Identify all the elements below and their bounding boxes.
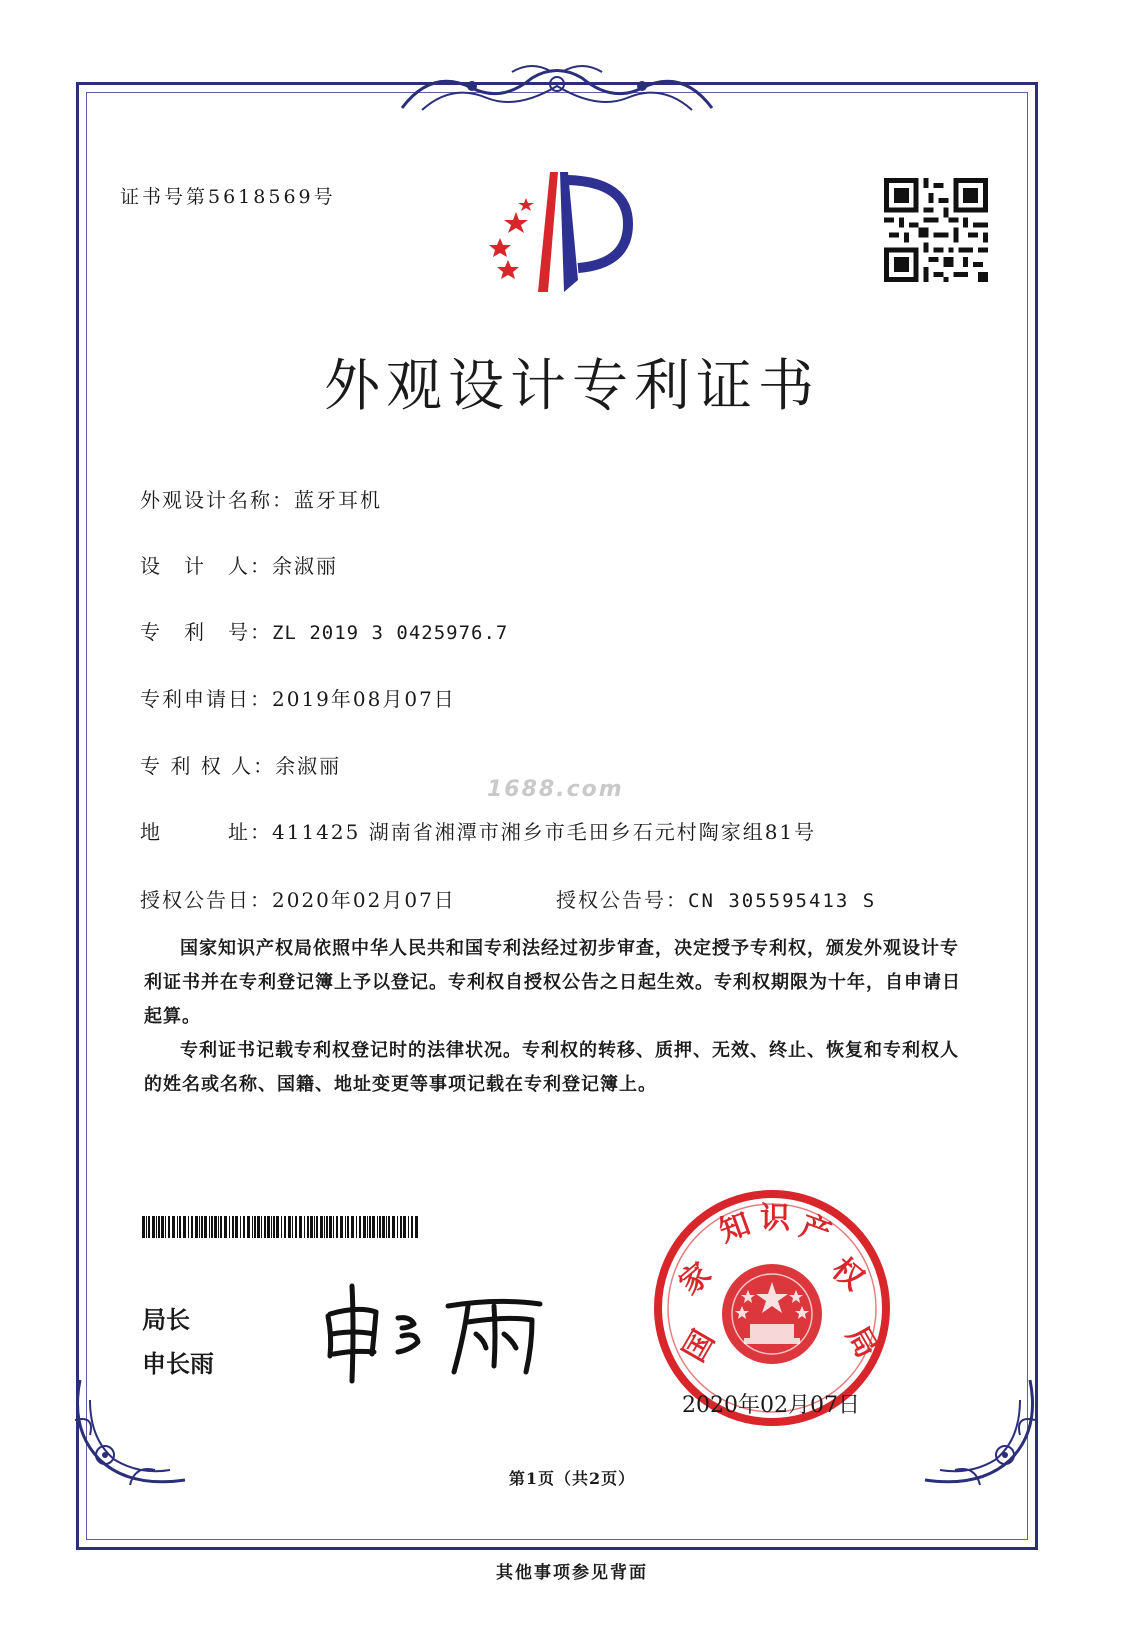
svg-text:产: 产: [795, 1208, 836, 1252]
cnipa-logo-icon: [478, 168, 638, 298]
design-name-label: 外观设计名称：: [140, 488, 294, 512]
svg-text:局: 局: [839, 1320, 885, 1364]
svg-text:家: 家: [672, 1256, 719, 1303]
grant-date-row: [140, 884, 456, 913]
design-name-value: 蓝牙耳机: [294, 488, 382, 512]
svg-text:知: 知: [714, 1206, 755, 1250]
grant-number-row: [556, 884, 876, 913]
director-title: 局长: [142, 1306, 190, 1334]
designer-label: 设 计 人：: [140, 554, 272, 578]
qr-code-icon: [884, 178, 988, 282]
design-name-row: [140, 484, 382, 513]
director-name: 申长雨: [142, 1350, 214, 1378]
patentee-row: [140, 750, 341, 779]
patentee-label: 专 利 权 人：: [140, 754, 276, 778]
grant-date-label: 授权公告日：: [140, 888, 272, 912]
seal-date: 2020年02月07日: [682, 1393, 860, 1418]
application-date-row: [140, 683, 456, 712]
legal-paragraph-1: 国家知识产权局依照中华人民共和国专利法经过初步审查，决定授予专利权，颁发外观设计专利证书并在专利登记簿上予以登记。专利权自授权公告之日起生效。专利权期限为十年，自申请日起算。: [144, 938, 961, 1027]
page-number: 第1页（共2页）: [508, 1469, 636, 1488]
svg-text:权: 权: [824, 1251, 871, 1298]
svg-text:识: 识: [760, 1201, 790, 1236]
footer-note: 其他事项参见背面: [496, 1563, 648, 1583]
designer-value: 余淑丽: [272, 554, 338, 578]
grant-number-value: CN 305595413 S: [688, 890, 877, 912]
address-label: 地 址：: [140, 820, 272, 844]
barcode-icon: [142, 1216, 420, 1238]
legal-paragraph-2: 专利证书记载专利权登记时的法律状况。专利权的转移、质押、无效、终止、恢复和专利权人的姓名或名称、国籍、地址变更等事项记载在专利登记簿上。: [144, 1040, 959, 1095]
legal-text: [144, 932, 974, 1102]
patent-number-row: [140, 616, 508, 645]
patent-number-value: ZL 2019 3 0425976.7: [272, 622, 509, 644]
patentee-value: 余淑丽: [275, 754, 342, 778]
address-row: [140, 816, 816, 845]
grant-date-value: 2020年02月07日: [272, 888, 456, 912]
certificate-title: 外观设计专利证书: [324, 354, 820, 419]
watermark-text: 1688.com: [487, 777, 624, 802]
application-date-label: 专利申请日：: [140, 687, 272, 711]
patent-number-label: 专 利 号：: [140, 620, 272, 644]
grant-number-label: 授权公告号：: [556, 888, 688, 912]
svg-text:国: 国: [676, 1324, 722, 1368]
application-date-value: 2019年08月07日: [272, 687, 456, 711]
designer-row: [140, 550, 338, 579]
certificate-number: 证书号第5618569号: [120, 186, 336, 208]
address-value: 411425 湖南省湘潭市湘乡市毛田乡石元村陶家组81号: [272, 820, 817, 844]
handwritten-signature-icon: [318, 1276, 558, 1386]
top-ornament-icon: [392, 58, 722, 120]
